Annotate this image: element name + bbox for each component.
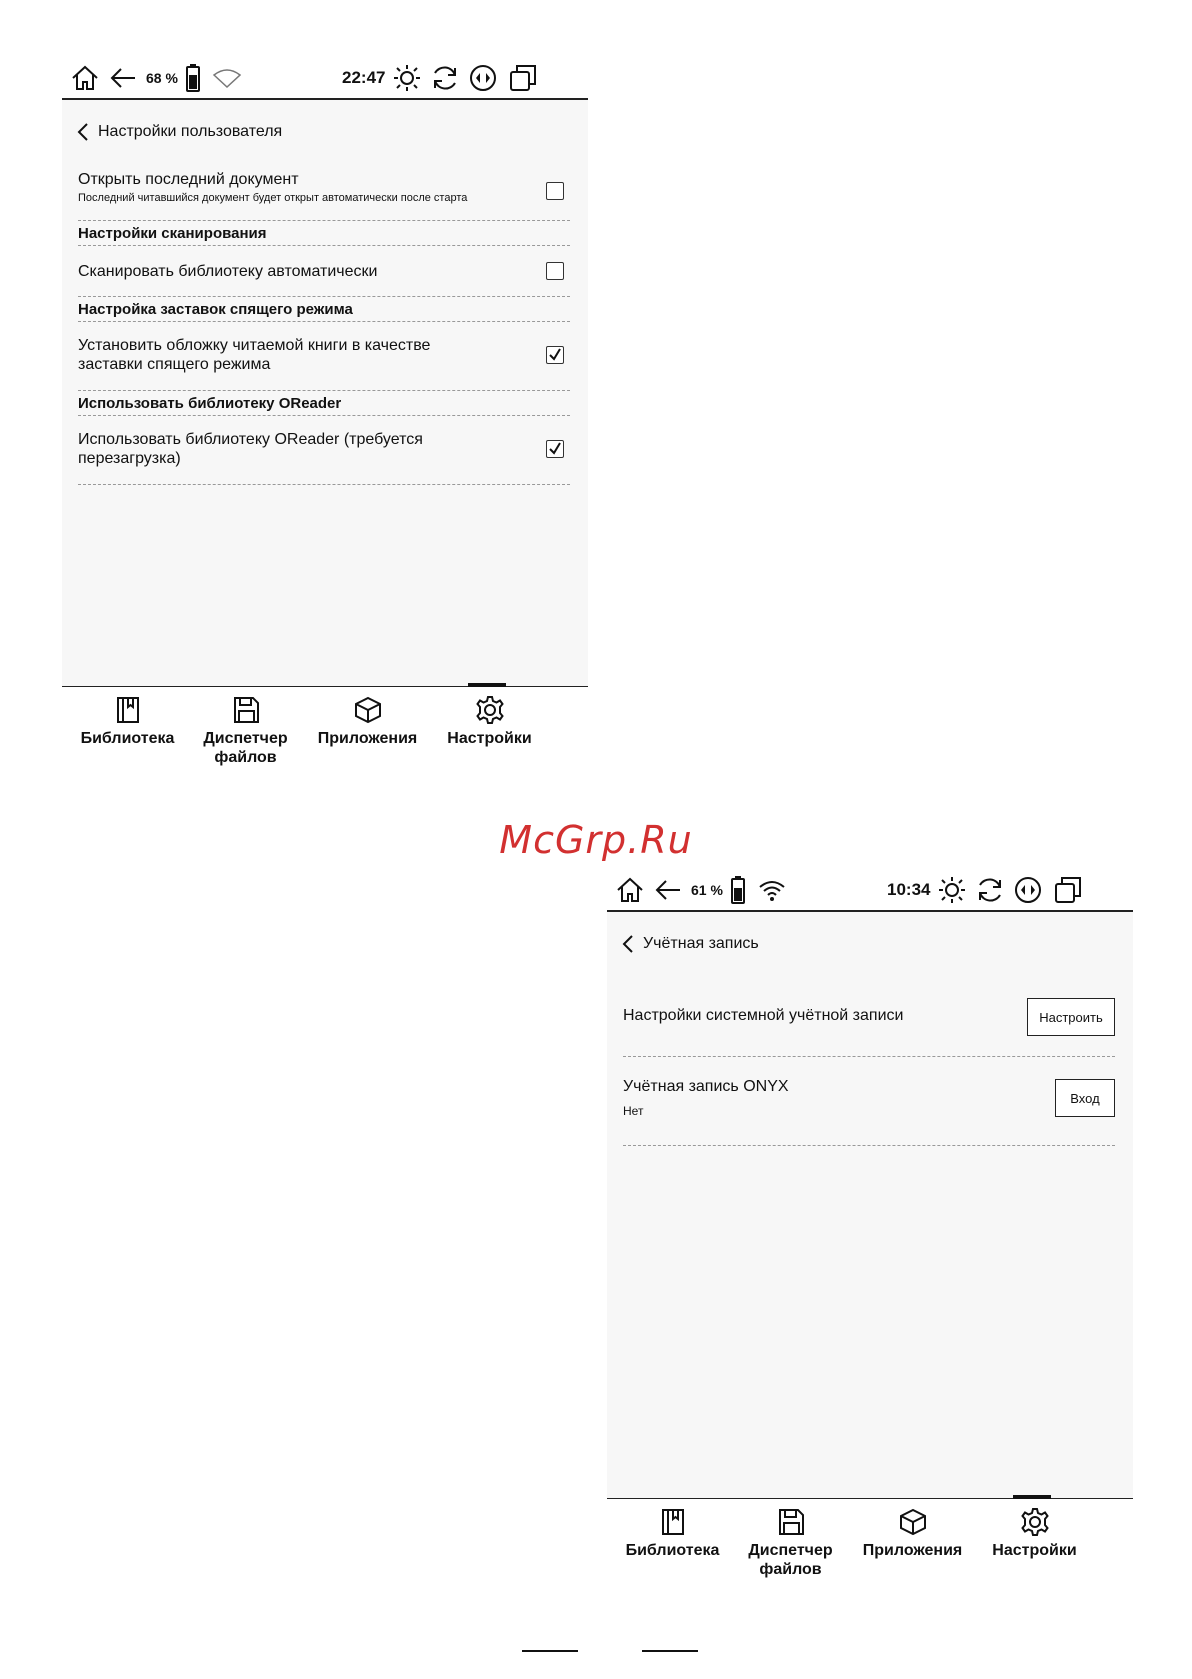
scan-auto-label: Сканировать библиотеку автоматически bbox=[78, 263, 378, 280]
page-turn-icon[interactable] bbox=[1013, 875, 1043, 905]
tab-apps[interactable]: Приложения bbox=[847, 1499, 978, 1583]
oreader-use-row[interactable] bbox=[78, 416, 570, 485]
page-header[interactable] bbox=[76, 120, 282, 144]
library-icon bbox=[113, 695, 143, 725]
checkmark-icon bbox=[548, 441, 562, 455]
tab-library[interactable]: Библиотека bbox=[607, 1499, 738, 1583]
page-title: Настройки пользователя bbox=[98, 123, 283, 140]
configure-button[interactable]: Настроить bbox=[1027, 998, 1115, 1036]
oreader-label-line1: Использовать библиотеку OReader (требуется bbox=[78, 431, 423, 448]
tab-settings[interactable]: Настройки bbox=[424, 687, 555, 771]
tasks-icon[interactable] bbox=[508, 63, 538, 93]
page-title: Учётная запись bbox=[643, 935, 759, 952]
tab-file-manager[interactable]: Диспетчер файлов bbox=[725, 1499, 856, 1583]
bottom-tab-bar bbox=[62, 686, 588, 771]
back-arrow-icon[interactable] bbox=[653, 875, 683, 905]
checkmark-icon bbox=[548, 347, 562, 361]
system-account-label: Настройки системной учётной записи bbox=[623, 1007, 904, 1024]
cube-icon bbox=[353, 695, 383, 725]
tasks-icon[interactable] bbox=[1053, 875, 1083, 905]
page-header[interactable] bbox=[621, 932, 759, 956]
sleep-cover-row[interactable] bbox=[78, 322, 570, 391]
library-icon bbox=[658, 1507, 688, 1537]
settings-user-screen bbox=[62, 58, 588, 770]
open-last-checkbox[interactable] bbox=[546, 182, 564, 200]
oreader-label-line2: перезагрузка) bbox=[78, 450, 181, 467]
gear-icon bbox=[475, 695, 505, 725]
tab-file-manager[interactable]: Диспетчер файлов bbox=[180, 687, 311, 771]
oreader-checkbox[interactable] bbox=[546, 440, 564, 458]
cube-icon bbox=[898, 1507, 928, 1537]
tab-library[interactable]: Библиотека bbox=[62, 687, 193, 771]
wifi-off-icon[interactable] bbox=[212, 63, 242, 93]
onyx-account-label: Учётная запись ONYX bbox=[623, 1078, 789, 1095]
refresh-icon[interactable] bbox=[975, 875, 1005, 905]
home-icon[interactable] bbox=[70, 63, 100, 93]
login-button[interactable]: Вход bbox=[1055, 1079, 1115, 1117]
system-account-row bbox=[623, 982, 1115, 1057]
status-bar bbox=[607, 870, 1133, 912]
open-last-label: Открыть последний документ bbox=[78, 171, 299, 188]
frontlight-icon[interactable] bbox=[392, 63, 422, 93]
scan-auto-row[interactable] bbox=[78, 246, 570, 297]
gear-icon bbox=[1020, 1507, 1050, 1537]
footer-rule bbox=[522, 1650, 578, 1652]
footer-rule bbox=[642, 1650, 698, 1652]
account-screen bbox=[607, 870, 1133, 1582]
wifi-icon[interactable] bbox=[757, 875, 787, 905]
watermark-text: McGrp.Ru bbox=[499, 818, 693, 862]
tab-settings[interactable]: Настройки bbox=[969, 1499, 1100, 1583]
battery-icon bbox=[723, 875, 753, 905]
sleep-cover-label-line1: Установить обложку читаемой книги в качестве bbox=[78, 337, 431, 354]
back-arrow-icon[interactable] bbox=[108, 63, 138, 93]
active-tab-indicator bbox=[1013, 1495, 1051, 1499]
status-bar bbox=[62, 58, 588, 100]
open-last-description: Последний читавшийся документ будет открыт автоматически после старта bbox=[78, 192, 468, 204]
frontlight-icon[interactable] bbox=[937, 875, 967, 905]
floppy-disk-icon bbox=[776, 1507, 806, 1537]
section-header-sleep: Настройка заставок спящего режима bbox=[78, 297, 570, 322]
page-turn-icon[interactable] bbox=[468, 63, 498, 93]
home-icon[interactable] bbox=[615, 875, 645, 905]
floppy-disk-icon bbox=[231, 695, 261, 725]
battery-icon bbox=[178, 63, 208, 93]
scan-auto-checkbox[interactable] bbox=[546, 262, 564, 280]
chevron-left-icon[interactable] bbox=[621, 934, 635, 954]
onyx-account-status: Нет bbox=[623, 1104, 644, 1118]
settings-content bbox=[62, 100, 588, 686]
chevron-left-icon[interactable] bbox=[76, 122, 90, 142]
account-content bbox=[607, 912, 1133, 1498]
sleep-cover-label-line2: заставки спящего режима bbox=[78, 356, 271, 373]
sleep-cover-checkbox[interactable] bbox=[546, 346, 564, 364]
onyx-account-row bbox=[623, 1057, 1115, 1146]
open-last-document-row[interactable] bbox=[78, 164, 570, 221]
clock: 22:47 bbox=[342, 68, 386, 87]
section-header-scan: Настройки сканирования bbox=[78, 221, 570, 246]
section-header-oreader: Использовать библиотеку OReader bbox=[78, 391, 570, 416]
tab-apps[interactable]: Приложения bbox=[302, 687, 433, 771]
battery-percent: 61 % bbox=[691, 882, 723, 898]
refresh-icon[interactable] bbox=[430, 63, 460, 93]
active-tab-indicator bbox=[468, 683, 506, 687]
clock: 10:34 bbox=[887, 880, 931, 899]
battery-percent: 68 % bbox=[146, 70, 178, 86]
bottom-tab-bar bbox=[607, 1498, 1133, 1583]
